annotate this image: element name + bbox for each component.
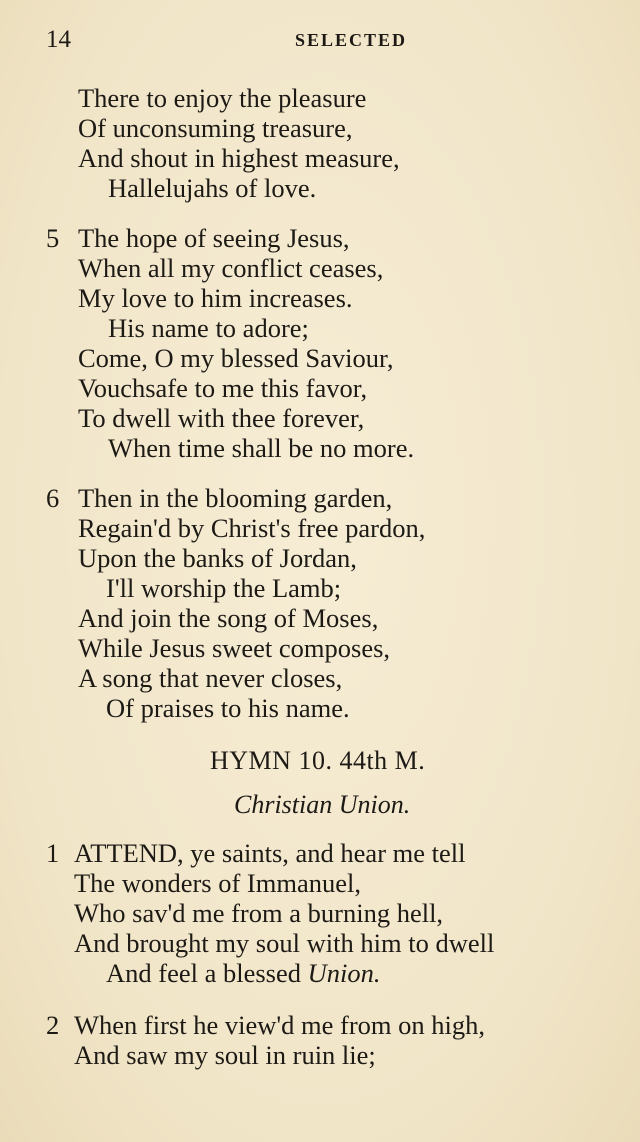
verse-line: His name to adore; [108, 313, 309, 343]
verse-line: Of unconsuming treasure, [78, 113, 353, 143]
hymn-subtitle: Christian Union. [234, 790, 411, 819]
verse-line: The wonders of Immanuel, [74, 868, 361, 898]
verse-line: Vouchsafe to me this favor, [78, 373, 368, 403]
page-header [0, 26, 640, 56]
verse-line: And join the song of Moses, [78, 603, 379, 633]
verse-line: A song that never closes, [78, 663, 343, 693]
verse-line: Who sav'd me from a burning hell, [74, 898, 444, 928]
verse-number: 6 [46, 483, 60, 513]
running-head: SELECTED [295, 30, 408, 50]
verse-line-text: And feel a blessed [106, 958, 308, 988]
verse-line: When all my conflict ceases, [78, 253, 384, 283]
verse-line: And brought my soul with him to dwell [74, 928, 495, 958]
hymn-title: HYMN 10. 44th M. [210, 746, 426, 775]
verse-line: And saw my soul in ruin lie; [74, 1040, 376, 1070]
verse-line-final [106, 958, 381, 988]
verse-line: There to enjoy the pleasure [78, 83, 367, 113]
verse-line: Then in the blooming garden, [78, 483, 393, 513]
verse-line: And shout in highest measure, [78, 143, 400, 173]
verse-line: When first he view'd me from on high, [74, 1010, 486, 1040]
verse-line: I'll worship the Lamb; [106, 573, 342, 603]
verse-line: Hallelujahs of love. [108, 173, 317, 203]
page-number: 14 [46, 26, 71, 53]
verse-number: 5 [46, 223, 60, 253]
verse-line: ATTEND, ye saints, and hear me tell [74, 838, 466, 868]
verse-line: Come, O my blessed Saviour, [78, 343, 394, 373]
italic-word-union: Union. [307, 958, 381, 988]
verse-line: To dwell with thee forever, [78, 403, 365, 433]
verse-number: 1 [46, 838, 60, 868]
verse-line: When time shall be no more. [108, 433, 415, 463]
verse-line: While Jesus sweet composes, [78, 633, 391, 663]
verse-line: My love to him increases. [78, 283, 353, 313]
verse-number: 2 [46, 1010, 60, 1040]
verse-line: The hope of seeing Jesus, [78, 223, 350, 253]
verse-line: Regain'd by Christ's free pardon, [78, 513, 426, 543]
verse-line: Upon the banks of Jordan, [78, 543, 357, 573]
verse-line: Of praises to his name. [106, 693, 350, 723]
